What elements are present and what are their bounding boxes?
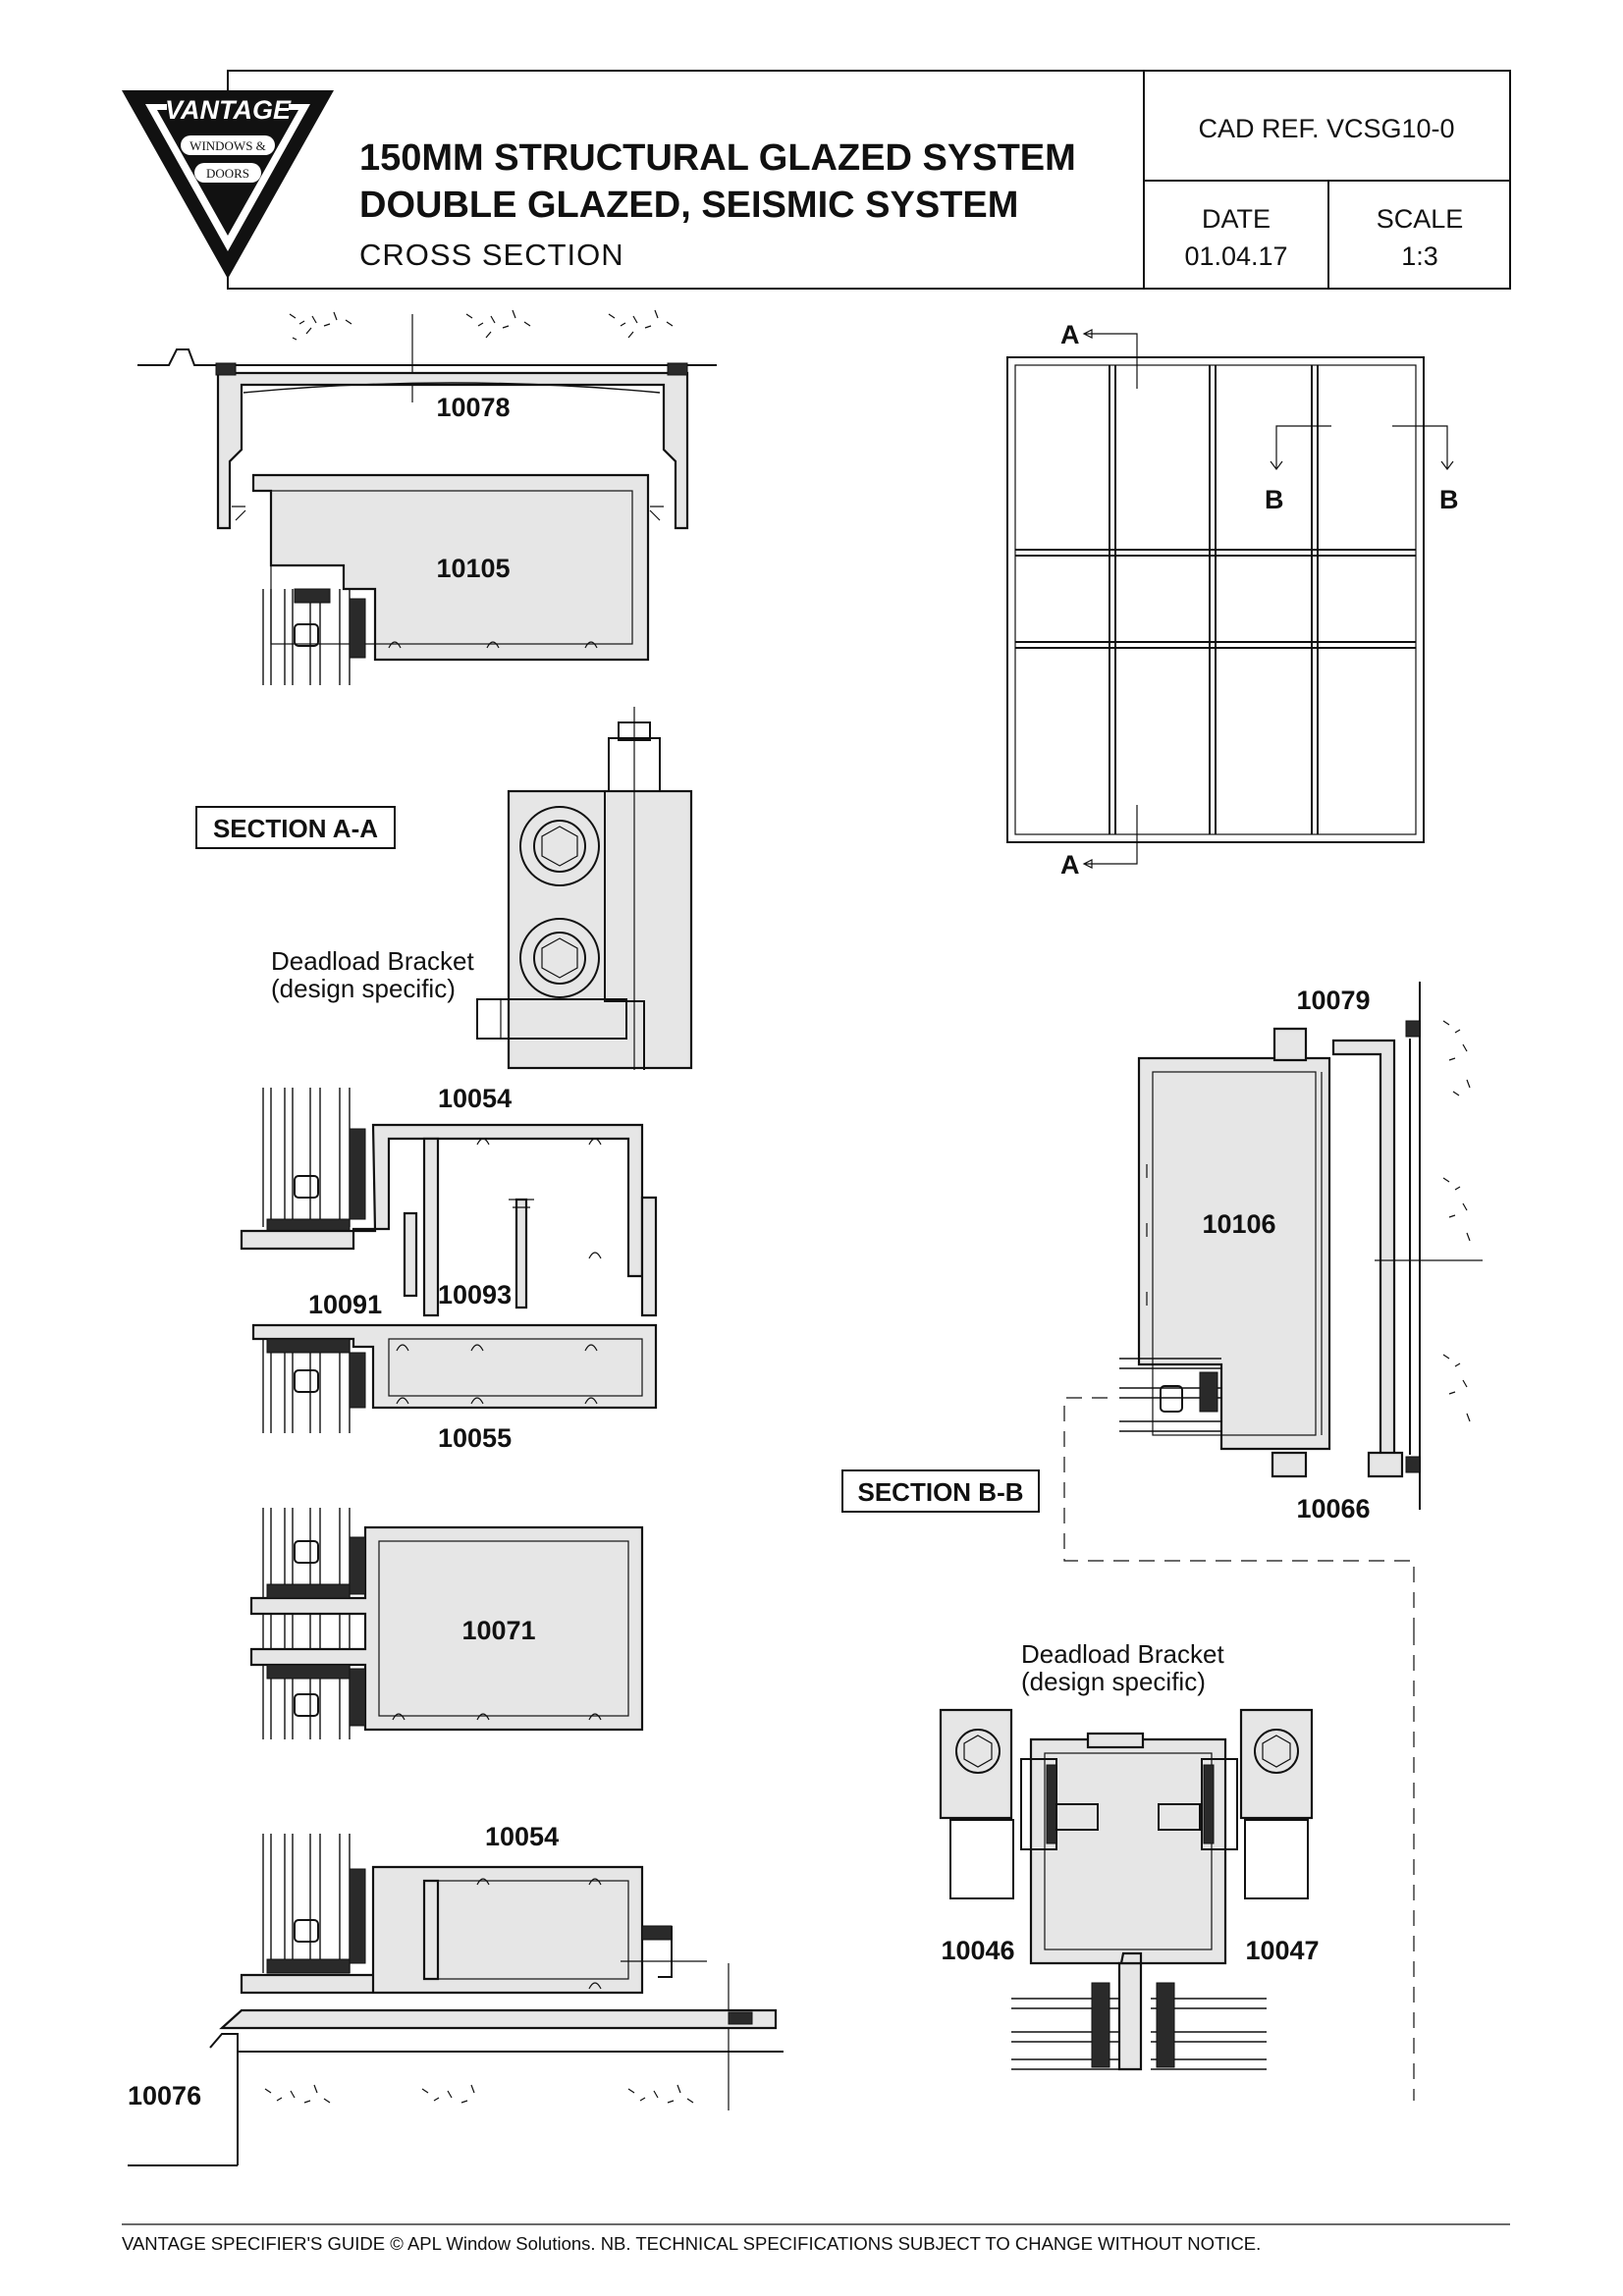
date-label: DATE: [1201, 204, 1271, 234]
title-line2: DOUBLE GLAZED, SEISMIC SYSTEM: [359, 185, 1019, 226]
part-10093: 10093: [438, 1280, 513, 1309]
part-10105: 10105: [436, 554, 511, 583]
concrete-hatch: [290, 310, 673, 340]
marker-b-right: B: [1439, 485, 1459, 514]
glazing-unit-10071: [263, 1508, 350, 1739]
logo-line1: WINDOWS &: [189, 138, 266, 153]
bracket-note-bb-line2: (design specific): [1021, 1667, 1206, 1696]
marker-b-left: B: [1265, 485, 1284, 514]
title-line1: 150MM STRUCTURAL GLAZED SYSTEM: [359, 137, 1076, 179]
part-10054-upper: 10054: [438, 1084, 513, 1113]
elevation-diagram: [1007, 320, 1459, 880]
part-10106: 10106: [1202, 1209, 1276, 1239]
drawing-subtitle: CROSS SECTION: [359, 238, 624, 272]
part-10078: 10078: [436, 393, 511, 422]
part-10047: 10047: [1245, 1936, 1320, 1965]
part-10091: 10091: [308, 1290, 383, 1319]
part-10066: 10066: [1296, 1494, 1371, 1523]
part-10071: 10071: [461, 1616, 536, 1645]
logo-line2: DOORS: [205, 166, 250, 181]
concrete-hatch-bb: [1443, 1021, 1470, 1421]
deadload-bracket-bb: [941, 1639, 1320, 2069]
deadload-bracket-aa: [271, 707, 691, 1070]
title-block: [122, 71, 1510, 289]
glazing-unit-head: [263, 589, 350, 685]
part-10055: 10055: [438, 1423, 513, 1453]
bracket-note-bb-line1: Deadload Bracket: [1021, 1639, 1224, 1669]
scale-value: 1:3: [1401, 241, 1438, 271]
mullion-detail-10071: [251, 1508, 642, 1739]
section-aa-text: SECTION A-A: [212, 814, 379, 843]
marker-a-top: A: [1060, 320, 1080, 349]
part-10046: 10046: [941, 1936, 1015, 1965]
section-bb-label: [842, 1470, 1039, 1512]
bracket-note-line1: Deadload Bracket: [271, 946, 474, 976]
part-10079: 10079: [1296, 986, 1371, 1015]
date-value: 01.04.17: [1184, 241, 1288, 271]
marker-a-bottom: A: [1060, 850, 1080, 880]
glazing-unit-transom-upper: [263, 1088, 350, 1227]
glazing-unit-sill: [263, 1834, 350, 1973]
scale-label: SCALE: [1376, 204, 1464, 234]
part-10076: 10076: [128, 2081, 202, 2110]
head-section-detail: [137, 310, 717, 685]
bracket-note-line2: (design specific): [271, 974, 456, 1003]
vantage-logo: [122, 90, 334, 279]
section-bb-text: SECTION B-B: [857, 1477, 1024, 1507]
concrete-hatch-sill: [265, 2085, 693, 2103]
elevation-mullions: [1015, 365, 1416, 834]
sill-detail: [128, 1822, 784, 2165]
cad-ref: CAD REF. VCSG10-0: [1198, 114, 1455, 143]
section-aa-label: [196, 807, 395, 848]
transom-detail: [242, 1084, 656, 1453]
logo-brand: VANTAGE: [165, 95, 291, 125]
footer: [122, 2224, 1510, 2254]
footer-text: VANTAGE SPECIFIER'S GUIDE © APL Window Solutions. NB. TECHNICAL SPECIFICATIONS SUBJECT TO CHANGE WITHOUT NOTICE.: [122, 2233, 1262, 2254]
part-10054-sill: 10054: [485, 1822, 560, 1851]
